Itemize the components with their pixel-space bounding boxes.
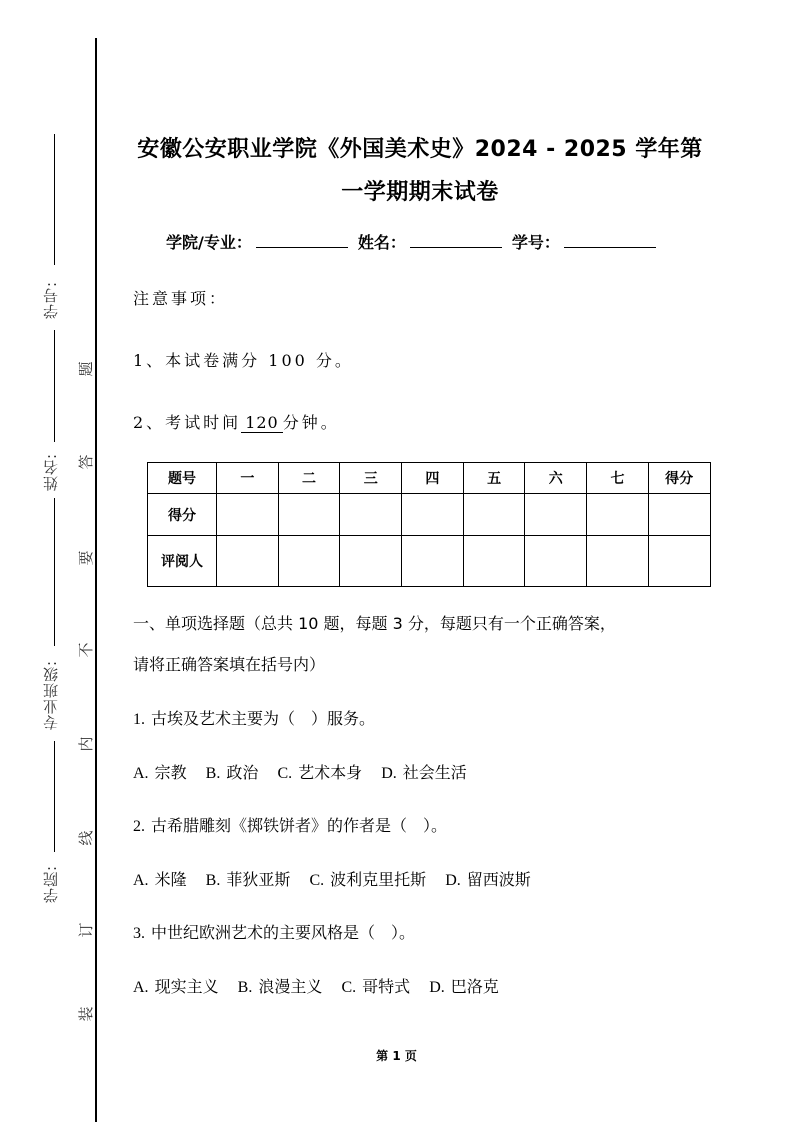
question-text: 中世纪欧洲艺术的主要风格是（ ）。	[151, 923, 416, 942]
seal-char: 题	[77, 361, 95, 377]
option-letter: D.	[381, 765, 397, 782]
option-text: 巴洛克	[450, 977, 499, 996]
reviewer-cell[interactable]	[340, 536, 402, 587]
header-cell: 二	[278, 463, 340, 494]
question-text: 古希腊雕刻《掷铁饼者》的作者是（ ）。	[151, 816, 448, 835]
seal-char: 装	[77, 1006, 95, 1022]
margin-name-label: 姓名:	[42, 452, 60, 492]
question-1-options	[133, 760, 481, 783]
option-letter: D.	[445, 872, 461, 889]
question-number: 1.	[133, 711, 145, 728]
score-cell[interactable]	[648, 494, 710, 536]
college-major-label: 学院/专业：	[166, 233, 252, 252]
row-label: 评阅人	[148, 536, 217, 587]
score-table	[147, 462, 711, 587]
option-letter: B.	[205, 765, 221, 782]
header-cell: 六	[525, 463, 587, 494]
student-id-label: 学号：	[511, 233, 560, 252]
option-c[interactable]	[277, 760, 362, 783]
option-b[interactable]	[206, 760, 259, 783]
header-cell: 得分	[648, 463, 710, 494]
option-c[interactable]	[309, 867, 426, 890]
reviewer-cell[interactable]	[278, 536, 340, 587]
name-label: 姓名：	[357, 233, 406, 252]
option-letter: C.	[341, 979, 357, 996]
row-label: 得分	[148, 494, 217, 536]
option-d[interactable]	[381, 760, 467, 783]
option-d[interactable]	[445, 867, 531, 890]
exam-title-line2: 一学期期末试卷	[341, 180, 499, 205]
option-a[interactable]	[133, 760, 187, 783]
question-3	[133, 920, 415, 943]
note-2-suffix: 分钟。	[282, 413, 340, 432]
score-cell[interactable]	[340, 494, 402, 536]
header-cell: 四	[402, 463, 464, 494]
note-item-1	[133, 348, 354, 371]
section-1-heading-line2: 请将正确答案填在括号内）	[133, 655, 326, 674]
section-1-heading-line1: 一、单项选择题（总共 10 题，每题 3 分，每题只有一个正确答案，	[133, 614, 616, 633]
option-text: 留西波斯	[466, 870, 531, 889]
margin-class-label: 专业班级:	[42, 659, 60, 731]
score-cell[interactable]	[525, 494, 587, 536]
header-cell: 题号	[148, 463, 217, 494]
margin-college-label: 学院:	[42, 864, 60, 904]
question-text: 古埃及艺术主要为（ ）服务。	[151, 709, 376, 728]
question-number: 3.	[133, 925, 145, 942]
class-fill-line	[54, 498, 55, 646]
note-1-text: 1、本试卷满分 100 分。	[133, 351, 354, 370]
question-2-options	[133, 867, 545, 890]
option-a[interactable]	[133, 974, 219, 997]
seal-char: 不	[77, 642, 95, 658]
reviewer-cell[interactable]	[463, 536, 525, 587]
option-b[interactable]	[238, 974, 323, 997]
name-field[interactable]	[410, 231, 502, 248]
option-text: 社会生活	[402, 763, 467, 782]
option-text: 艺术本身	[298, 763, 363, 782]
college-fill-line	[54, 741, 55, 852]
question-2	[133, 813, 447, 836]
header-cell: 三	[340, 463, 402, 494]
option-letter: B.	[237, 979, 253, 996]
score-cell[interactable]	[587, 494, 649, 536]
reviewer-cell[interactable]	[525, 536, 587, 587]
option-letter: C.	[309, 872, 325, 889]
reviewer-cell[interactable]	[402, 536, 464, 587]
score-row	[148, 494, 711, 536]
header-cell: 一	[217, 463, 279, 494]
score-cell[interactable]	[402, 494, 464, 536]
note-item-2	[133, 410, 340, 433]
reviewer-row	[148, 536, 711, 587]
option-c[interactable]	[341, 974, 410, 997]
margin-student-id-label: 学号:	[42, 280, 60, 320]
option-text: 米隆	[154, 870, 187, 889]
note-2-prefix: 2、考试时间	[133, 413, 242, 432]
seal-char: 内	[77, 736, 95, 752]
option-letter: C.	[277, 765, 293, 782]
seal-char: 答	[77, 454, 95, 470]
seal-char: 订	[77, 922, 95, 938]
option-text: 波利克里托斯	[330, 870, 427, 889]
header-cell: 五	[463, 463, 525, 494]
reviewer-cell[interactable]	[217, 536, 279, 587]
page-number: 第 1 页	[376, 1049, 417, 1063]
notes-heading: 注意事项：	[133, 289, 229, 308]
score-cell[interactable]	[217, 494, 279, 536]
student-id-field[interactable]	[564, 231, 656, 248]
option-letter: A.	[133, 872, 149, 889]
option-text: 现实主义	[154, 977, 219, 996]
option-text: 宗教	[154, 763, 187, 782]
option-text: 菲狄亚斯	[226, 870, 291, 889]
question-number: 2.	[133, 818, 145, 835]
option-text: 政治	[226, 763, 259, 782]
option-text: 哥特式	[362, 977, 411, 996]
binding-line	[95, 38, 97, 1122]
exam-title-line1: 安徽公安职业学院《外国美术史》2024 - 2025 学年第	[137, 137, 703, 162]
question-3-options	[133, 974, 513, 997]
header-cell: 七	[587, 463, 649, 494]
option-d[interactable]	[429, 974, 499, 997]
question-1	[133, 706, 375, 729]
option-letter: D.	[429, 979, 445, 996]
option-letter: A.	[133, 765, 149, 782]
name-fill-line	[54, 330, 55, 442]
score-cell[interactable]	[463, 494, 525, 536]
student-id-fill-line	[54, 134, 55, 265]
option-b[interactable]	[206, 867, 291, 890]
seal-char: 线	[77, 830, 95, 846]
reviewer-cell[interactable]	[587, 536, 649, 587]
college-major-field[interactable]	[256, 231, 348, 248]
seal-char: 要	[77, 550, 95, 566]
exam-duration-value: 120	[241, 413, 283, 433]
option-letter: B.	[205, 872, 221, 889]
option-letter: A.	[133, 979, 149, 996]
student-info-row	[166, 230, 656, 253]
option-text: 浪漫主义	[258, 977, 323, 996]
option-a[interactable]	[133, 867, 187, 890]
score-cell[interactable]	[278, 494, 340, 536]
reviewer-cell[interactable]	[648, 536, 710, 587]
score-table-header-row	[148, 463, 711, 494]
